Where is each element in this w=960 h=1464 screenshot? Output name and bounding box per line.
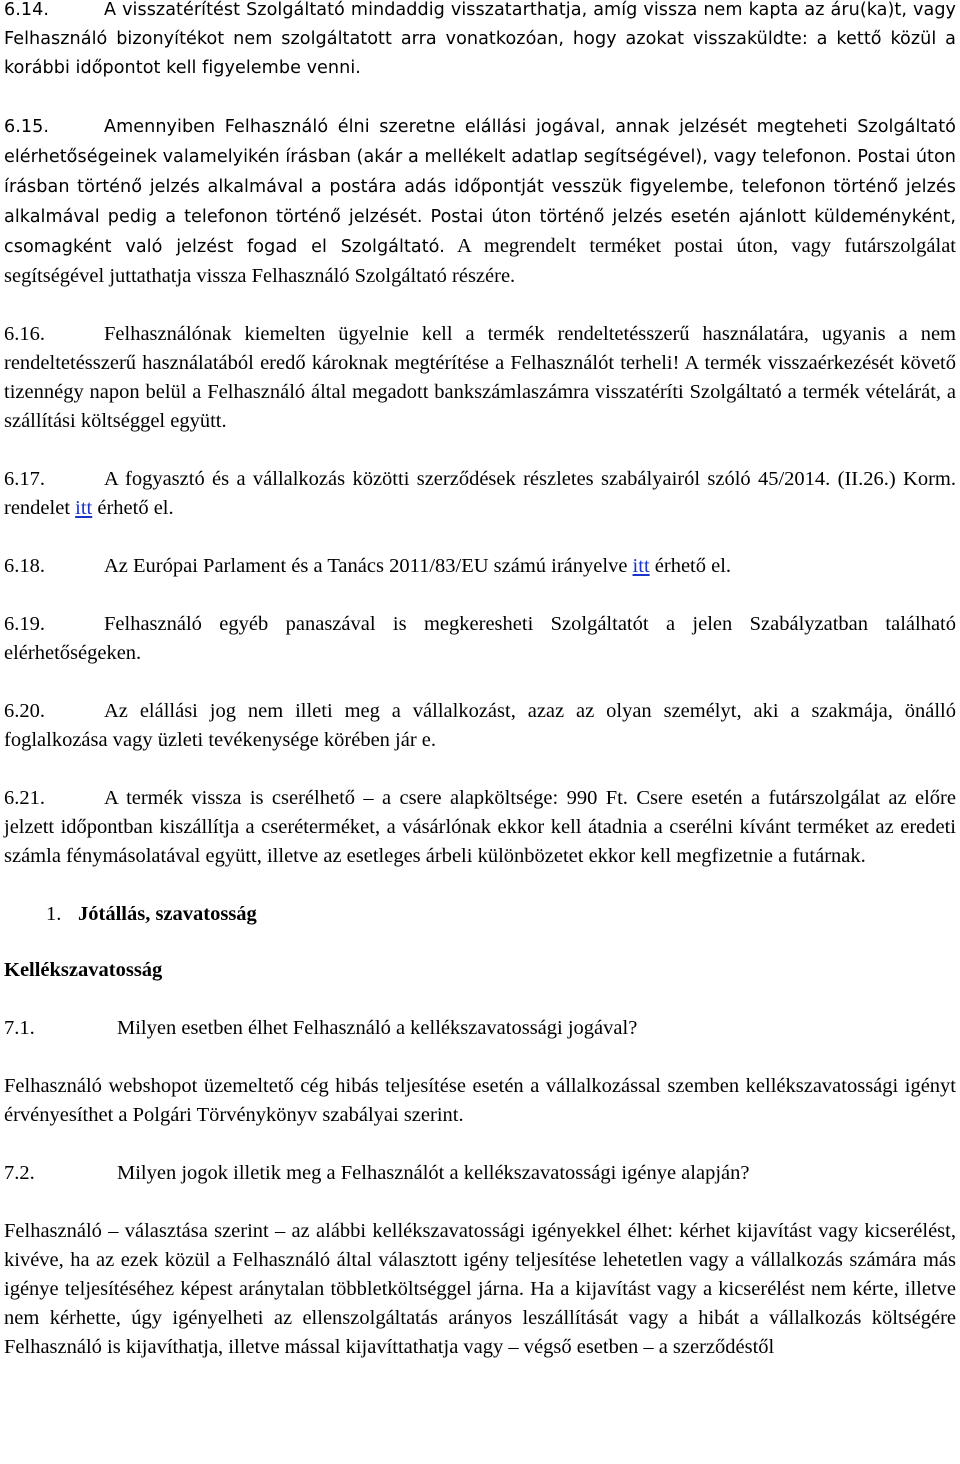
subheading: Kellékszavatosság <box>4 959 163 981</box>
section-text-sans: Amennyiben Felhasználó élni szeretne elállási jogával, annak jelzését megteheti Szolgáltató elérhetőségeinek valamelyikén írásban (akár a mellékelt adatlap segítségével), vagy telefonon. Postai úton írásban történő jelzés alkalmával a postára adás időpontját vesszük figyelembe, telefonon történő jelzés alkalmával pedig a telefonon történő jelzését. Postai úton történő jelzés esetén ajánlott küldeményként, csomagként való jelzést fogad el Szolgáltató. <box>4 117 956 257</box>
section-number: 6.19. <box>4 613 45 635</box>
chapter-heading <box>4 900 956 929</box>
section-text: A visszatérítést Szolgáltató mindaddig visszatarthatja, amíg vissza nem kapta az áru(ka)t, vagy Felhasználó bizonyítékot nem szolgáltatott arra vonatkozóan, hogy azokat visszaküldte: a kettő közül a korábbi időpontot kell figyelembe venni. <box>4 0 956 78</box>
section-6-14 <box>4 0 956 83</box>
section-number: 6.15. <box>4 117 50 137</box>
answer-7-1: Felhasználó webshopot üzemeltető cég hibás teljesítése esetén a vállalkozással szemben kellékszavatossági igényt érvényesíthet a Polgári Törvénykönyv szabályai szerint. <box>4 1075 956 1126</box>
section-6-17 <box>4 465 956 523</box>
section-number: 6.17. <box>4 468 45 490</box>
section-6-21 <box>4 784 956 871</box>
section-text: A fogyasztó és a vállalkozás közötti szerződések részletes szabályairól szóló 45/2014. (II.26.) Korm. rendelet <box>4 468 956 519</box>
section-text: Felhasználó egyéb panaszával is megkeresheti Szolgáltatót a jelen Szabályzatban található elérhetőségeken. <box>4 613 956 664</box>
section-text-end: érhető el. <box>92 497 174 519</box>
chapter-number: 1. <box>46 903 62 925</box>
question-text: Milyen jogok illetik meg a Felhasználót a kellékszavatossági igénye alapján? <box>117 1162 750 1184</box>
section-number: 6.18. <box>4 555 45 577</box>
section-text: Az elállási jog nem illeti meg a vállalkozást, azaz az olyan személyt, aki a szakmája, önálló foglalkozása vagy üzleti tevékenysége körében jár e. <box>4 700 956 751</box>
section-number: 6.20. <box>4 700 45 722</box>
question-7-2 <box>4 1159 956 1188</box>
section-text: Az Európai Parlament és a Tanács 2011/83/EU számú irányelve <box>104 555 633 577</box>
question-number: 7.1. <box>4 1017 35 1039</box>
document-page <box>4 0 956 1362</box>
section-6-20 <box>4 697 956 755</box>
section-text: Felhasználónak kiemelten ügyelnie kell a termék rendeltetésszerű használatára, ugyanis a nem rendeltetésszerű használatából eredő károknak megtérítése a Felhasználót terheli! A termék visszaérkezését követő tizennégy napon belül a Felhasználó által megadott bankszámlaszámra visszatéríti Szolgáltató a termék vételárát, a szállítási költséggel együtt. <box>4 323 956 432</box>
answer-7-2: Felhasználó – választása szerint – az alábbi kellékszavatossági igényekkel élhet: kérhet kijavítást vagy kicserélést, kivéve, ha az ezek közül a Felhasználó által választott igény teljesítése lehetetlen vagy a vállalkozás számára más igénye teljesítéséhez képest aránytalan többletköltséggel járna. Ha a kijavítást vagy a kicserélést nem kérte, illetve nem kérhette, úgy igényelheti az ellenszolgáltatás arányos leszállítását vagy a hibát a vállalkozás költségére Felhasználó is kijavíthatja, illetve mással kijavíttathatja vagy – végső esetben – a szerződéstől <box>4 1220 956 1358</box>
question-7-1 <box>4 1014 956 1043</box>
section-number: 6.16. <box>4 323 45 345</box>
section-6-16 <box>4 320 956 436</box>
section-text-serif: A megrendelt terméket postai úton, vagy futárszolgálat segítségével juttathatja vissza Felhasználó Szolgáltató részére. <box>4 235 956 287</box>
section-6-18 <box>4 552 956 581</box>
section-text-end: érhető el. <box>649 555 732 577</box>
section-6-15 <box>4 112 956 291</box>
question-text: Milyen esetben élhet Felhasználó a kellékszavatossági jogával? <box>117 1017 638 1039</box>
question-number: 7.2. <box>4 1162 35 1184</box>
section-number: 6.21. <box>4 787 45 809</box>
decree-link[interactable]: itt <box>75 497 93 519</box>
directive-link[interactable]: itt <box>632 555 650 577</box>
chapter-title: Jótállás, szavatosság <box>78 903 257 925</box>
section-number: 6.14. <box>4 0 50 20</box>
section-text: A termék vissza is cserélhető – a csere alapköltsége: 990 Ft. Csere esetén a futárszolgálat az előre jelzett időpontban kiszállítja a cseréterméket, a vásárlónak ekkor kell átadnia a cserélni kívánt terméket az eredeti számla fénymásolatával együtt, illetve az esetleges árbeli különbözetet ekkor kell megfizetnie a futárnak. <box>4 787 956 867</box>
section-6-19 <box>4 610 956 668</box>
